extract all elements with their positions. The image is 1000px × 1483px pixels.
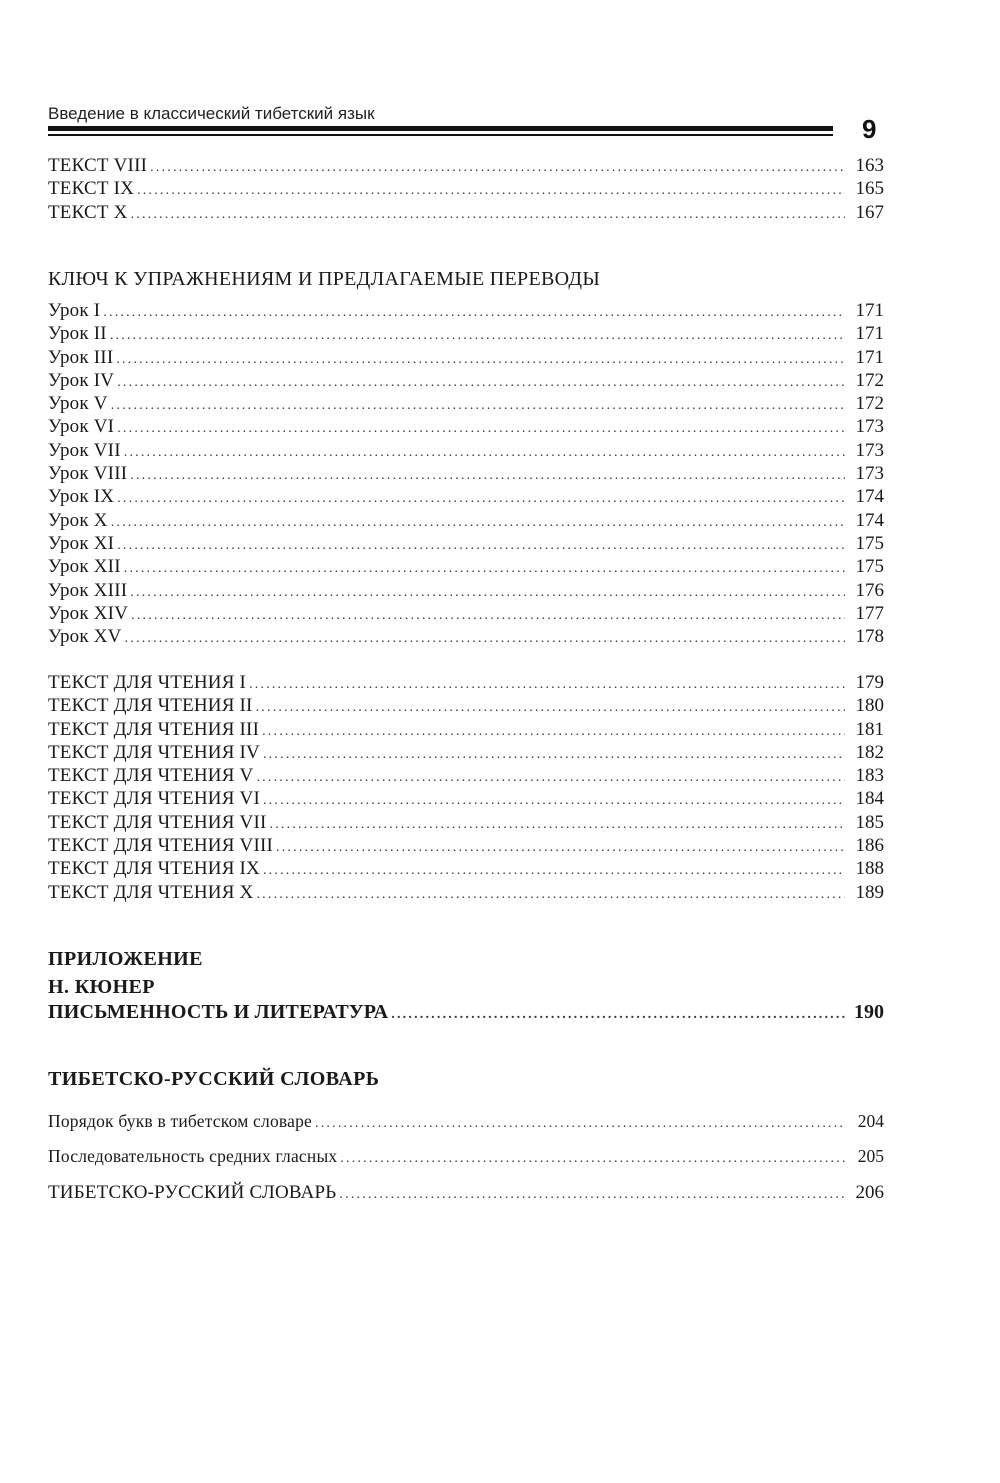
toc-entry[interactable] bbox=[48, 787, 884, 810]
leader-dots bbox=[130, 581, 845, 604]
toc-entry[interactable] bbox=[48, 671, 884, 694]
leader-dots bbox=[262, 720, 845, 743]
toc-entry-title: ТЕКСТ ДЛЯ ЧТЕНИЯ IV bbox=[48, 741, 260, 763]
toc-entry-title: Урок VI bbox=[48, 416, 115, 438]
leader-dots bbox=[103, 301, 845, 324]
toc-entry-title: ТЕКСТ ДЛЯ ЧТЕНИЯ III bbox=[48, 718, 260, 740]
toc-entry-title: ТЕКСТ ДЛЯ ЧТЕНИЯ X bbox=[48, 881, 254, 903]
leader-dots bbox=[263, 743, 845, 766]
toc-entry[interactable] bbox=[48, 154, 884, 177]
toc-entry-page: 190 bbox=[854, 1001, 884, 1023]
toc-entry-title: ТЕКСТ ДЛЯ ЧТЕНИЯ VI bbox=[48, 788, 260, 810]
toc-entry-page: 174 bbox=[855, 486, 884, 508]
appendix-heading: ПРИЛОЖЕНИЕ bbox=[48, 948, 203, 970]
toc-dictionary bbox=[48, 1110, 884, 1204]
toc-entry[interactable] bbox=[48, 1001, 884, 1024]
toc-entry[interactable] bbox=[48, 694, 884, 717]
toc-entry[interactable] bbox=[48, 322, 884, 345]
toc-entry-page: 172 bbox=[855, 393, 884, 415]
toc-entry-title: ТИБЕТСКО-РУССКИЙ СЛОВАРЬ bbox=[48, 1181, 337, 1203]
toc-entry-page: 206 bbox=[855, 1181, 884, 1203]
toc-entry-title: ТЕКСТ X bbox=[48, 201, 128, 223]
leader-dots bbox=[263, 859, 845, 882]
toc-entry-page: 171 bbox=[855, 300, 884, 321]
toc-entry[interactable] bbox=[48, 881, 884, 904]
toc-entry-title: Урок XII bbox=[48, 556, 121, 578]
toc-entry-title: ТЕКСТ ДЛЯ ЧТЕНИЯ IX bbox=[48, 858, 260, 880]
header-rule-thick bbox=[48, 126, 833, 131]
toc-entry[interactable] bbox=[48, 439, 884, 462]
toc-entry-title: Урок VIII bbox=[48, 463, 128, 485]
toc-entry-page: 186 bbox=[855, 835, 884, 857]
toc-entry-title: Последовательность средних гласных bbox=[48, 1146, 338, 1167]
toc-appendix bbox=[48, 1001, 884, 1024]
toc-entry[interactable] bbox=[48, 485, 884, 508]
toc-entry[interactable] bbox=[48, 602, 884, 625]
leader-dots bbox=[249, 673, 845, 696]
leader-dots bbox=[130, 464, 845, 487]
leader-dots bbox=[150, 156, 845, 179]
toc-entry[interactable] bbox=[48, 415, 884, 438]
toc-entry-page: 167 bbox=[855, 201, 884, 223]
toc-entry[interactable] bbox=[48, 834, 884, 857]
leader-dots bbox=[315, 1112, 845, 1135]
toc-entry-title: Урок IV bbox=[48, 369, 115, 391]
leader-dots bbox=[111, 511, 845, 534]
leader-dots bbox=[137, 179, 845, 202]
leader-dots bbox=[117, 371, 845, 394]
toc-entry[interactable] bbox=[48, 1110, 884, 1133]
toc-entry-title: ТЕКСТ ДЛЯ ЧТЕНИЯ V bbox=[48, 765, 254, 787]
toc-entry[interactable] bbox=[48, 579, 884, 602]
toc-entry-page: 178 bbox=[855, 626, 884, 648]
toc-lessons bbox=[48, 299, 884, 648]
toc-entry-title: Урок III bbox=[48, 346, 114, 368]
toc-entry[interactable] bbox=[48, 718, 884, 741]
toc-entry-page: 183 bbox=[855, 765, 884, 787]
toc-entry-page: 175 bbox=[855, 532, 884, 554]
toc-entry-page: 181 bbox=[855, 718, 884, 740]
leader-dots bbox=[131, 203, 845, 226]
toc-entry-page: 163 bbox=[855, 155, 884, 176]
toc-entry-page: 182 bbox=[855, 741, 884, 763]
toc-entry-page: 171 bbox=[855, 323, 884, 345]
toc-entry-title: Урок XIV bbox=[48, 602, 129, 624]
toc-entry-title: Урок I bbox=[48, 300, 101, 321]
toc-entry-title: ТЕКСТ ДЛЯ ЧТЕНИЯ II bbox=[48, 695, 253, 717]
toc-entry[interactable] bbox=[48, 392, 884, 415]
toc-entry[interactable] bbox=[48, 201, 884, 224]
key-section-heading: КЛЮЧ К УПРАЖНЕНИЯМ И ПРЕДЛАГАЕМЫЕ ПЕРЕВОДЫ bbox=[48, 268, 601, 290]
toc-entry-title: Урок X bbox=[48, 509, 108, 531]
leader-dots bbox=[276, 836, 845, 859]
toc-entry-title: ТЕКСТ ДЛЯ ЧТЕНИЯ VIII bbox=[48, 835, 274, 857]
leader-dots bbox=[117, 417, 845, 440]
toc-entry-page: 176 bbox=[855, 579, 884, 601]
toc-entry[interactable] bbox=[48, 462, 884, 485]
toc-entry-page: 173 bbox=[855, 416, 884, 438]
toc-entry-title: Порядок букв в тибетском словаре bbox=[48, 1111, 313, 1131]
toc-entry[interactable] bbox=[48, 1181, 884, 1204]
toc-entry[interactable] bbox=[48, 1145, 884, 1168]
toc-entry-page: 172 bbox=[855, 369, 884, 391]
page-number: 9 bbox=[862, 114, 877, 144]
leader-dots bbox=[340, 1147, 845, 1170]
toc-entry[interactable] bbox=[48, 811, 884, 834]
leader-dots bbox=[256, 696, 845, 719]
header-rule-thin bbox=[48, 134, 833, 136]
dictionary-heading: ТИБЕТСКО-РУССКИЙ СЛОВАРЬ bbox=[48, 1068, 380, 1090]
leader-dots bbox=[339, 1183, 845, 1206]
toc-entry-title: Урок VII bbox=[48, 439, 121, 461]
toc-entry-title: Урок II bbox=[48, 323, 107, 345]
leader-dots bbox=[131, 604, 845, 627]
toc-entry[interactable] bbox=[48, 177, 884, 200]
toc-entry[interactable] bbox=[48, 764, 884, 787]
toc-entry-page: 185 bbox=[855, 811, 884, 833]
toc-entry-page: 173 bbox=[855, 439, 884, 461]
leader-dots bbox=[263, 789, 845, 812]
toc-entry-page: 173 bbox=[855, 463, 884, 485]
toc-entry-title: ТЕКСТ ДЛЯ ЧТЕНИЯ VII bbox=[48, 811, 267, 833]
toc-entry-page: 174 bbox=[855, 509, 884, 531]
toc-entry-page: 189 bbox=[855, 881, 884, 903]
toc-entry-title: Урок V bbox=[48, 393, 108, 415]
toc-entry-page: 204 bbox=[857, 1111, 884, 1131]
leader-dots bbox=[116, 348, 845, 371]
leader-dots bbox=[391, 1003, 845, 1026]
toc-entry-title: Урок XV bbox=[48, 626, 122, 648]
leader-dots bbox=[270, 813, 845, 836]
leader-dots bbox=[124, 557, 845, 580]
appendix-author: Н. КЮНЕР bbox=[48, 976, 155, 998]
toc-entry-title: Урок XI bbox=[48, 532, 115, 554]
toc-reading-texts bbox=[48, 671, 884, 904]
toc-entry[interactable] bbox=[48, 299, 884, 322]
toc-entry[interactable] bbox=[48, 857, 884, 880]
toc-entry-page: 184 bbox=[855, 788, 884, 810]
leader-dots bbox=[124, 441, 845, 464]
toc-entry-title: Урок IX bbox=[48, 486, 115, 508]
toc-entry-page: 179 bbox=[855, 672, 884, 693]
toc-entry-page: 188 bbox=[855, 858, 884, 880]
toc-entry[interactable] bbox=[48, 741, 884, 764]
toc-entry-page: 165 bbox=[855, 178, 884, 200]
toc-entry[interactable] bbox=[48, 532, 884, 555]
toc-entry[interactable] bbox=[48, 555, 884, 578]
leader-dots bbox=[111, 394, 845, 417]
toc-entry-title: ТЕКСТ VIII bbox=[48, 155, 148, 176]
toc-entry-title: Урок XIII bbox=[48, 579, 128, 601]
leader-dots bbox=[125, 627, 845, 650]
toc-entry-page: 171 bbox=[855, 346, 884, 368]
leader-dots bbox=[117, 487, 845, 510]
toc-entry-page: 180 bbox=[855, 695, 884, 717]
toc-entry-page: 177 bbox=[855, 602, 884, 624]
toc-entry-page: 175 bbox=[855, 556, 884, 578]
leader-dots bbox=[256, 883, 845, 906]
toc-texts bbox=[48, 154, 884, 224]
toc-entry[interactable] bbox=[48, 625, 884, 648]
toc-entry[interactable] bbox=[48, 509, 884, 532]
toc-entry[interactable] bbox=[48, 346, 884, 369]
toc-entry-title: ПИСЬМЕННОСТЬ И ЛИТЕРАТУРА bbox=[48, 1001, 389, 1023]
leader-dots bbox=[256, 766, 845, 789]
toc-entry[interactable] bbox=[48, 369, 884, 392]
toc-entry-title: ТЕКСТ ДЛЯ ЧТЕНИЯ I bbox=[48, 672, 247, 693]
leader-dots bbox=[110, 324, 845, 347]
leader-dots bbox=[117, 534, 845, 557]
toc-entry-page: 205 bbox=[857, 1146, 884, 1167]
toc-entry-title: ТЕКСТ IX bbox=[48, 178, 135, 200]
running-title: Введение в классический тибетский язык bbox=[48, 104, 375, 123]
